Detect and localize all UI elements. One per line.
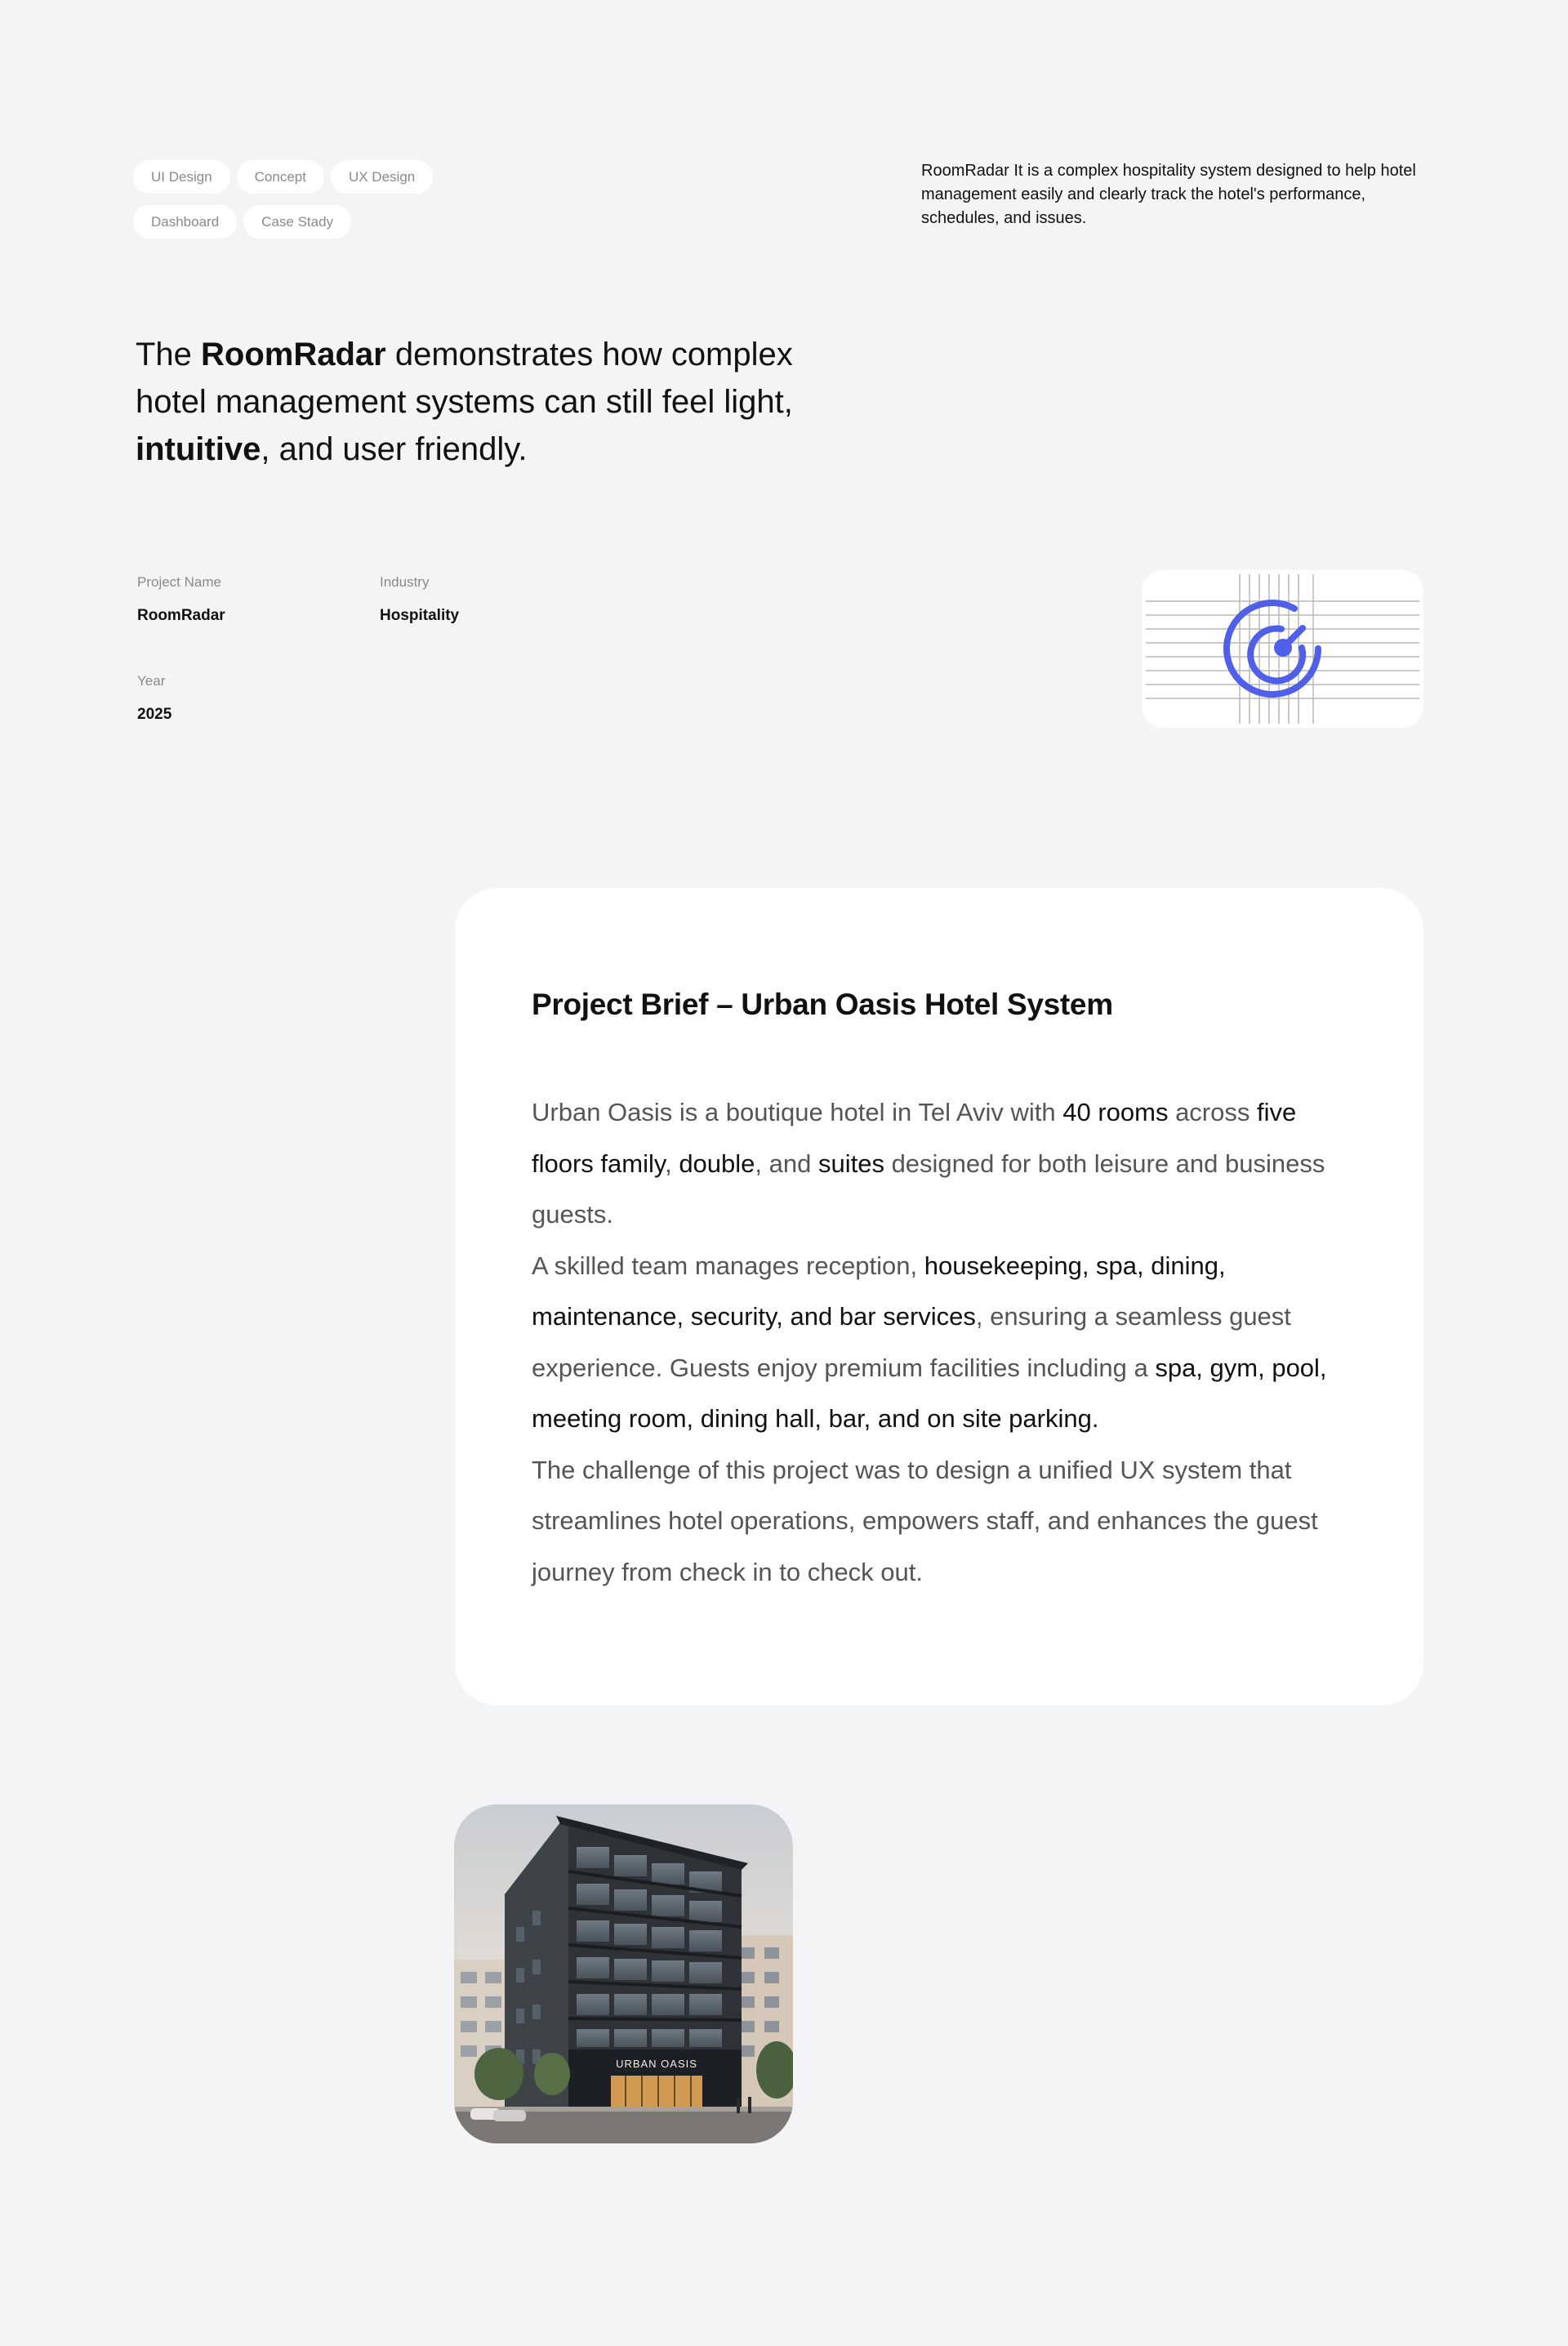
tag-row <box>133 160 460 194</box>
industry-label: Industry <box>380 574 430 590</box>
headline-text: The <box>136 337 202 372</box>
brief-body <box>532 1087 1356 1598</box>
project-brief-card <box>455 888 1423 1706</box>
hotel-photo <box>454 1804 793 2143</box>
brief-highlight: housekeeping, spa, dining, maintenance, security, and bar services <box>532 1251 1226 1331</box>
brief-text: designed for both leisure and business guests. <box>532 1148 1325 1229</box>
tag-case-study[interactable]: Case Stady <box>243 205 351 239</box>
brief-text: across <box>1168 1098 1257 1126</box>
hotel-building-image <box>454 1804 793 2143</box>
brief-highlight: double <box>679 1148 755 1178</box>
tag-ui-design[interactable]: UI Design <box>133 160 230 194</box>
brief-highlight: suites <box>817 1148 884 1178</box>
brief-text: Urban Oasis is a boutique hotel in Tel Aviv with <box>532 1098 1063 1126</box>
brief-title: Project Brief – Urban Oasis Hotel System <box>532 988 1113 1021</box>
tag-concept[interactable]: Concept <box>237 160 324 194</box>
brief-text: , and <box>755 1148 818 1178</box>
hotel-sign: URBAN OASIS <box>616 2058 697 2070</box>
tag-row <box>133 205 460 239</box>
brief-text: The challenge of this project was to design a unified UX system that streamlines hotel operations, empowers staff, and enhances the guest journey from check in to check out. <box>532 1455 1318 1586</box>
project-name-label: Project Name <box>137 574 221 590</box>
brief-text: A skilled team manages reception, <box>532 1251 924 1280</box>
logo-card <box>1142 570 1423 728</box>
headline-text: , and user friendly. <box>261 431 528 467</box>
brief-highlight: spa, gym, pool, meeting room, dining hall, bar, and on site parking. <box>532 1353 1327 1433</box>
headline-brand: RoomRadar <box>201 337 386 372</box>
year-value: 2025 <box>137 706 172 723</box>
tag-list <box>133 160 460 250</box>
tag-dashboard[interactable]: Dashboard <box>133 205 237 239</box>
headline-text: demonstrates how complex hotel management systems can still feel light, <box>136 337 793 420</box>
industry-value: Hospitality <box>380 607 460 624</box>
brief-highlight: five floors family <box>532 1098 1297 1178</box>
project-name-value: RoomRadar <box>137 607 225 624</box>
brief-highlight: 40 rooms <box>1062 1098 1169 1126</box>
brief-text: , ensuring a seamless guest experience. Guests enjoy premium facilities including a <box>532 1302 1291 1382</box>
year-label: Year <box>137 673 166 689</box>
headline <box>136 331 871 473</box>
brief-text: , <box>665 1148 679 1178</box>
intro-text: RoomRadar It is a complex hospitality system designed to help hotel management easily and clearly track the hotel's performance, schedules, and issues. <box>921 162 1416 227</box>
headline-emphasis: intuitive <box>136 431 261 467</box>
tag-ux-design[interactable]: UX Design <box>331 160 433 194</box>
radar-logo-icon <box>1142 570 1423 728</box>
